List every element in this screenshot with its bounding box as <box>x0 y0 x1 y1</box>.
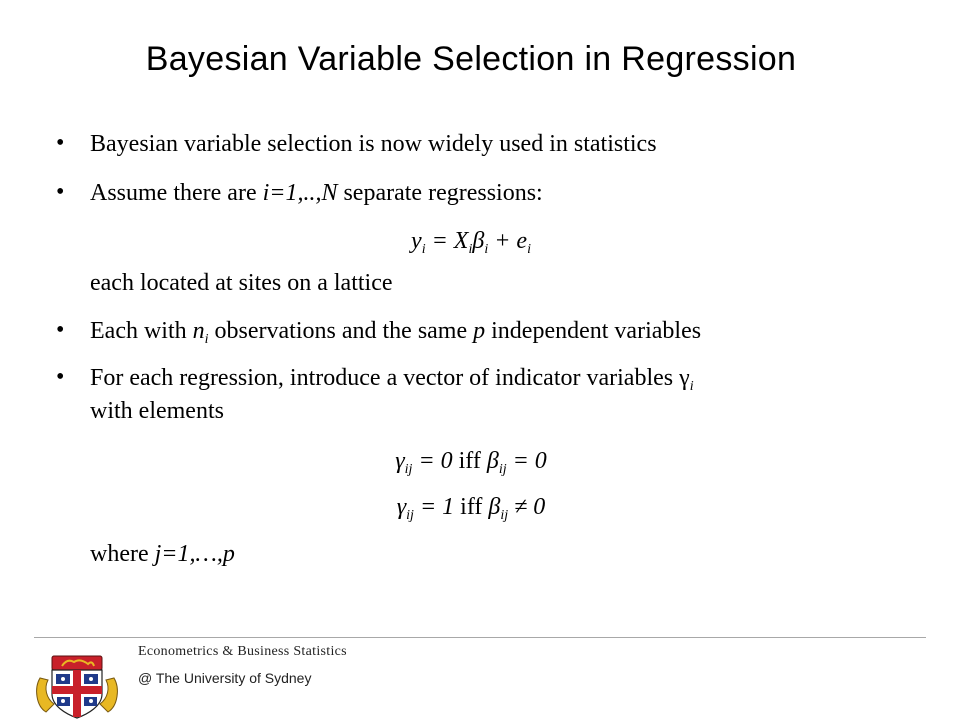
where-math: j=1,…,p <box>154 541 235 567</box>
bullet-3-pre: Each with <box>90 318 193 344</box>
eq3-beta-sub: ij <box>500 508 509 523</box>
eq-e-sub: i <box>527 242 531 257</box>
footer-divider <box>34 637 926 638</box>
bullet-marker: • <box>56 364 65 390</box>
eq-plus: + <box>488 228 517 254</box>
eq3-lhs-val: = 1 <box>413 494 455 520</box>
bullet-marker: • <box>56 130 65 156</box>
eq-y: y <box>411 228 422 254</box>
eq2-lhs-val: = 0 <box>412 448 453 474</box>
bullet-3 <box>90 317 701 345</box>
bullet-2-pre: Assume there are <box>90 180 263 206</box>
bullet-1-text: Bayesian variable selection is now widely used in statistics <box>90 131 657 157</box>
where-pre: where <box>90 541 155 567</box>
university-crest-icon <box>32 648 122 720</box>
eq3-gamma: γ <box>396 494 407 520</box>
bullet-4-continuation: with elements <box>90 398 224 424</box>
bullet-4-sub: i <box>689 379 694 394</box>
bullet-marker: • <box>56 179 65 205</box>
eq3-iff: iff <box>454 494 489 520</box>
bullet-4-symbol: γ <box>679 365 690 391</box>
eq-beta: β <box>472 228 485 254</box>
eq-y-sub: i <box>421 242 426 257</box>
eq2-iff: iff <box>452 448 487 474</box>
eq3-beta: β <box>488 494 501 520</box>
bullet-4-pre: For each regression, introduce a vector of indicator variables <box>90 365 680 391</box>
eq-x-sub: i <box>468 242 473 257</box>
bullet-3-sub: i <box>204 332 209 347</box>
eq3-gamma-sub: ij <box>406 508 414 523</box>
bullet-3-math: n <box>192 318 205 344</box>
equation-regression <box>0 227 942 255</box>
eq-x: X <box>453 228 469 254</box>
eq3-rhs-val: ≠ 0 <box>508 494 546 520</box>
eq2-beta: β <box>486 448 499 474</box>
sites-text: each located at sites on a lattice <box>90 270 393 296</box>
bullet-1 <box>90 130 657 158</box>
eq-equals: = <box>425 228 454 254</box>
slide-title: Bayesian Variable Selection in Regression <box>145 40 797 78</box>
eq2-rhs-val: = 0 <box>506 448 547 474</box>
eq2-gamma: γ <box>395 448 405 474</box>
eq2-gamma-sub: ij <box>404 462 413 477</box>
bullet-2 <box>90 179 543 207</box>
bullet-4 <box>90 364 694 392</box>
footer-department: Econometrics & Business Statistics <box>138 644 347 659</box>
bullet-3-post2: independent variables <box>485 318 702 344</box>
footer-university: @ The University of Sydney <box>138 670 312 686</box>
eq2-beta-sub: ij <box>498 462 507 477</box>
eq-beta-sub: i <box>484 242 489 257</box>
eq-e: e <box>516 228 528 254</box>
where-line <box>90 540 235 568</box>
bullet-3-math2: p <box>473 318 486 344</box>
bullet-marker: • <box>56 317 65 343</box>
equation-gamma-one <box>0 493 942 521</box>
bullet-3-post: observations and the same <box>208 318 474 344</box>
bullet-2-post: separate regressions: <box>337 180 543 206</box>
equation-gamma-zero <box>0 447 942 475</box>
bullet-2-math: i=1,..,N <box>262 180 338 206</box>
